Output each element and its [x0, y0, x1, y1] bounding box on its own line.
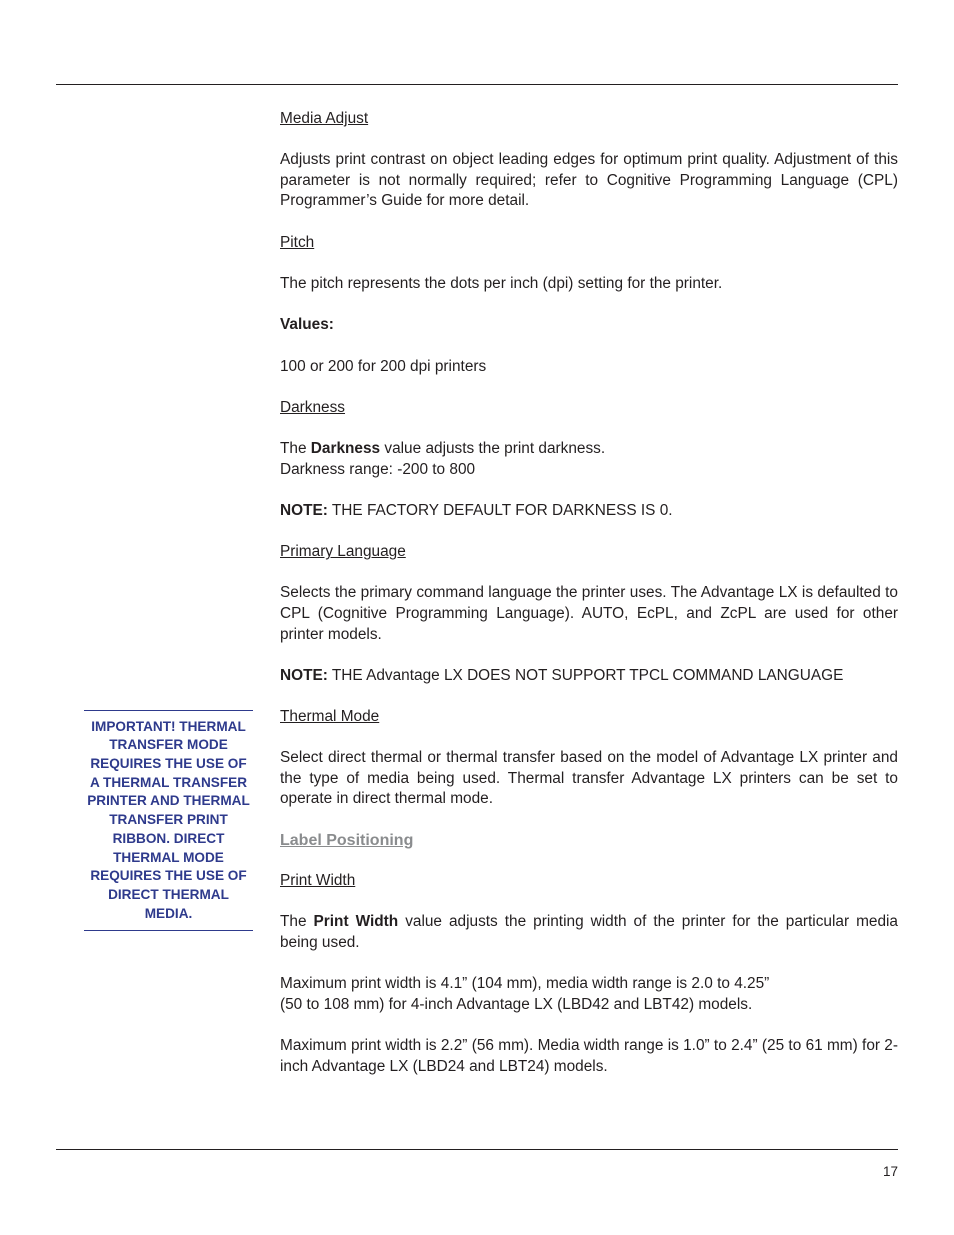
- primary-language-heading: Primary Language: [280, 543, 406, 561]
- darkness-heading: Darkness: [280, 399, 346, 417]
- darkness-body: The Darkness value adjusts the print darkness. Darkness range: -200 to 800: [280, 440, 606, 478]
- primary-language-note: NOTE: THE Advantage LX DOES NOT SUPPORT TPCL COMMAND LANGUAGE: [280, 666, 844, 684]
- thermal-mode-heading: Thermal Mode: [280, 708, 380, 726]
- page-number: 17: [882, 1164, 898, 1179]
- darkness-range: Darkness range: -200 to 800: [280, 460, 476, 478]
- pitch-values-text: 100 or 200 for 200 dpi printers: [280, 357, 487, 375]
- print-width-4inch: Maximum print width is 4.1” (104 mm), media width range is 2.0 to 4.25” (50 to 108 mm) for 4-inch Advantage LX (LBD42 and LBT42) models.: [280, 975, 770, 1013]
- print-width-2inch: Maximum print width is 2.2” (56 mm). Media width range is 1.0” to 2.4” (25 to 61 mm) for 2-inch Advantage LX (LBD24 and LBT24) models.: [280, 1036, 898, 1075]
- print-width-body: The Print Width value adjusts the printing width of the printer for the particular media being used.: [280, 913, 898, 951]
- print-width-heading: Print Width: [280, 872, 356, 890]
- media-adjust-heading: Media Adjust: [280, 110, 369, 127]
- pitch-heading: Pitch: [280, 233, 315, 251]
- thermal-mode-body: Select direct thermal or thermal transfer based on the model of Advantage LX printer and the type of media being used. Thermal transfer Advantage LX printers can be set to operate in direct thermal mode.: [280, 749, 898, 808]
- pitch-body: The pitch represents the dots per inch (dpi) setting for the printer.: [280, 274, 723, 292]
- pitch-values-label: Values:: [280, 315, 334, 333]
- important-note-text: IMPORTANT! THERMAL TRANSFER MODE REQUIRES THE USE OF A THERMAL TRANSFER PRINTER AND THERMAL TRANSFER PRINT RIBBON. DIRECT THERMAL MODE REQUIRES THE USE OF DIRECT THERMAL MEDIA.: [87, 718, 250, 921]
- darkness-note: NOTE: THE FACTORY DEFAULT FOR DARKNESS IS 0.: [280, 502, 673, 520]
- media-adjust-body: Adjusts print contrast on object leading edges for optimum print quality. Adjustment of this parameter is not normally required; refer to Cognitive Programming Language (CPL) Programmer’s Guide for more detail.: [280, 151, 898, 210]
- header-rule: [56, 84, 898, 85]
- label-positioning-link[interactable]: Label Positioning: [280, 831, 414, 849]
- main-content: [280, 109, 898, 1098]
- important-sidebar-note: [84, 710, 253, 931]
- primary-language-body: Selects the primary command language the printer uses. The Advantage LX is defaulted to CPL (Cognitive Programming Language). AUTO, EcPL, and ZcPL are used for other printer models.: [280, 584, 898, 643]
- footer-rule: [56, 1149, 898, 1150]
